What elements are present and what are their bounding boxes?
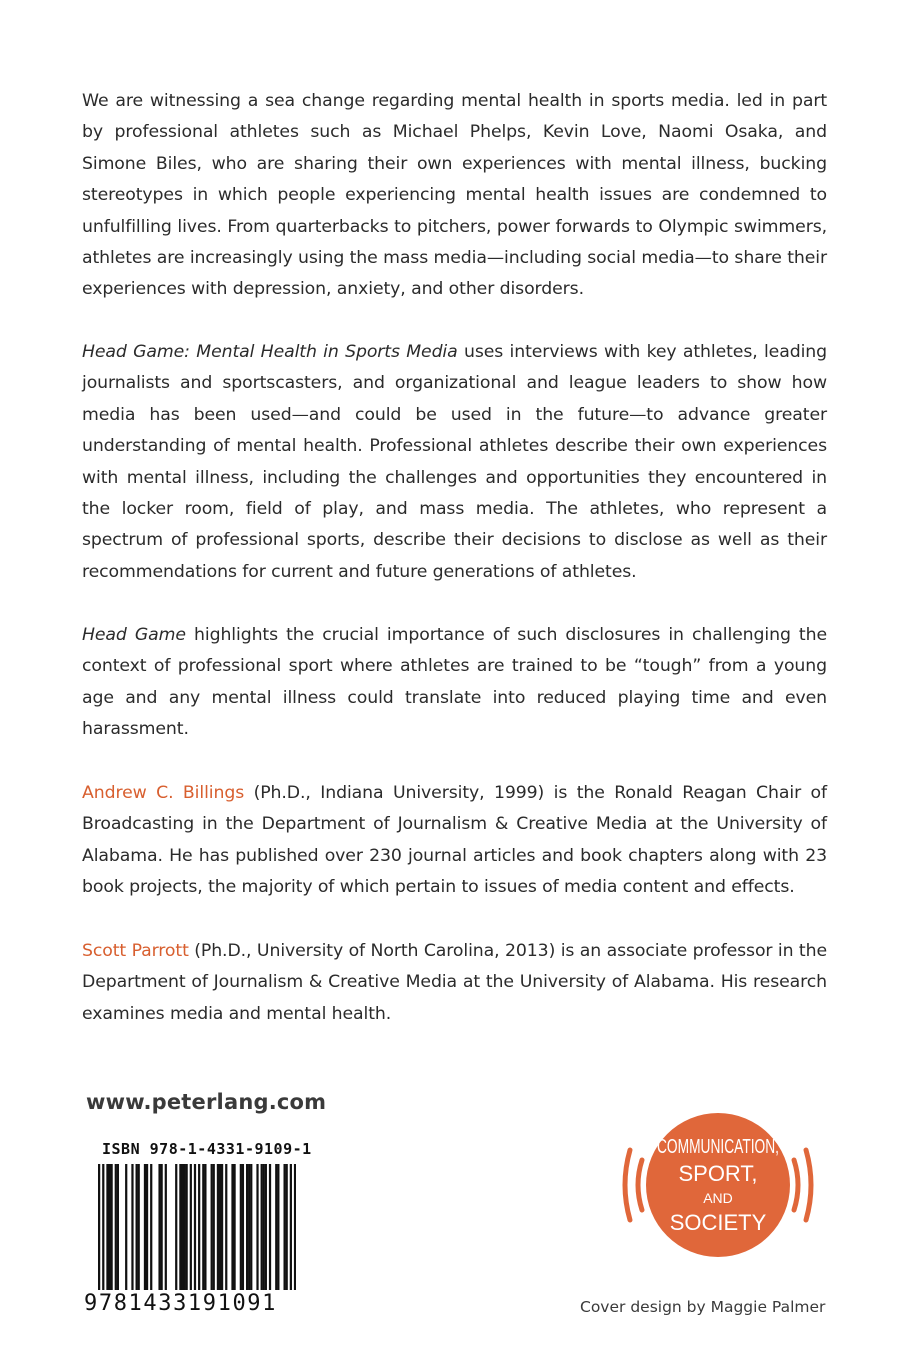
barcode-bar [131, 1164, 133, 1292]
barcode-bar [117, 1164, 119, 1292]
barcode-bar [217, 1164, 219, 1292]
barcode-bar [144, 1164, 146, 1292]
barcode-bar [265, 1164, 267, 1292]
barcode-bar [246, 1164, 248, 1292]
barcode-bar [183, 1164, 185, 1292]
barcode-bar [181, 1164, 183, 1292]
barcode-bar [179, 1164, 181, 1292]
author-name: Andrew C. Billings [82, 783, 245, 803]
barcode-bar [250, 1164, 252, 1292]
barcode-bar [175, 1164, 177, 1292]
barcode-bar [269, 1164, 271, 1292]
blurb-paragraph-3-text: highlights the crucial importance of such disclosures in challenging the context of professional sport where athletes are trained to be “tough” from a young age and any mental illness could translate into reduced playing time and even harassment. [82, 625, 827, 740]
barcode-bar [211, 1164, 213, 1292]
blurb-paragraph-3 [82, 620, 827, 746]
book-title: Head Game: Mental Health in Sports Media [82, 342, 458, 362]
author-bio-text: (Ph.D., University of North Carolina, 2013) is an associate professor in the Department of Journalism & Creative Media at the University of Alabama. His research examines media and mental health. [82, 941, 827, 1024]
blurb-paragraph-1: We are witnessing a sea change regarding mental health in sports media. led in part by professional athletes such as Michael Phelps, Kevin Love, Naomi Osaka, and Simone Biles, who are sharing their own experiences with mental illness, bucking stereotypes in which people experiencing mental health issues are condemned to unfulfilling lives. From quarterbacks to pitchers, power forwards to Olympic swimmers, athletes are increasingly using the mass media—including social media—to share their experiences with depression, anxiety, and other disorders. [82, 91, 827, 300]
barcode-bar [202, 1164, 204, 1292]
author-bio-text: (Ph.D., Indiana University, 1999) is the Ronald Reagan Chair of Broadcasting in the Department of Journalism & Creative Media at the University of Alabama. He has published over 230 journal articles and book chapters along with 23 book projects, the majority of which pertain to issues of media content and effects. [82, 783, 827, 898]
barcode-bar [275, 1164, 277, 1292]
barcode-bar [286, 1164, 288, 1292]
barcode-bar [111, 1164, 113, 1292]
barcode-bar [108, 1164, 110, 1292]
barcode-bar [125, 1164, 127, 1292]
barcode-bar [158, 1164, 160, 1292]
barcode-bar [283, 1164, 285, 1292]
book-short-title: Head Game [82, 625, 186, 645]
series-logo [608, 1090, 828, 1280]
sound-waves-left-icon [625, 1150, 642, 1220]
author-name: Scott Parrott [82, 941, 189, 961]
blurb-paragraph-2 [82, 337, 827, 588]
barcode-bar [190, 1164, 192, 1292]
seal-line-1: COMMUNICATION, [657, 1136, 779, 1158]
barcode-bar [136, 1164, 138, 1292]
barcode-bar [225, 1164, 227, 1292]
seal-line-4: SOCIETY [669, 1210, 767, 1235]
barcode-bar [263, 1164, 265, 1292]
barcode-bar [106, 1164, 108, 1292]
author-bio-billings [82, 778, 827, 904]
barcode-bar [248, 1164, 250, 1292]
seal-line-2: SPORT, [678, 1161, 758, 1186]
cover-credit: Cover design by Maggie Palmer [580, 1298, 826, 1316]
barcode-bar [219, 1164, 221, 1292]
barcode-bar [277, 1164, 279, 1292]
barcode-number: 9781433191091 [84, 1290, 296, 1318]
barcode-bar [242, 1164, 244, 1292]
barcode-bar [161, 1164, 163, 1292]
barcode-bar [231, 1164, 233, 1292]
barcode-bar [186, 1164, 188, 1292]
barcode-bar [165, 1164, 167, 1292]
barcode-bar [138, 1164, 140, 1292]
barcode-bar [150, 1164, 152, 1292]
author-bio-parrott [82, 936, 827, 1030]
barcode-bar [221, 1164, 223, 1292]
publisher-url[interactable]: www.peterlang.com [86, 1090, 327, 1114]
barcode-bar [146, 1164, 148, 1292]
barcode-bar [240, 1164, 242, 1292]
seal-line-3: AND [703, 1190, 733, 1206]
barcode-bar [213, 1164, 215, 1292]
barcode-bar [261, 1164, 263, 1292]
barcode-bar [233, 1164, 235, 1292]
sound-waves-right-icon [794, 1150, 811, 1220]
isbn-label: ISBN 978-1-4331-9109-1 [102, 1140, 312, 1158]
blurb-paragraph-2-text: uses interviews with key athletes, leading journalists and sportscasters, and organizational and league leaders to show how media has been used—and could be used in the future—to advance greater understanding of mental health. Professional athletes describe their own experiences with mental illness, including the challenges and opportunities they encountered in the locker room, field of play, and mass media. The athletes, who represent a spectrum of professional sports, describe their decisions to disclose as well as their recommendations for current and future generations of athletes. [82, 342, 827, 582]
barcode-bar [256, 1164, 258, 1292]
barcode-bar [115, 1164, 117, 1292]
barcode-bar [204, 1164, 206, 1292]
